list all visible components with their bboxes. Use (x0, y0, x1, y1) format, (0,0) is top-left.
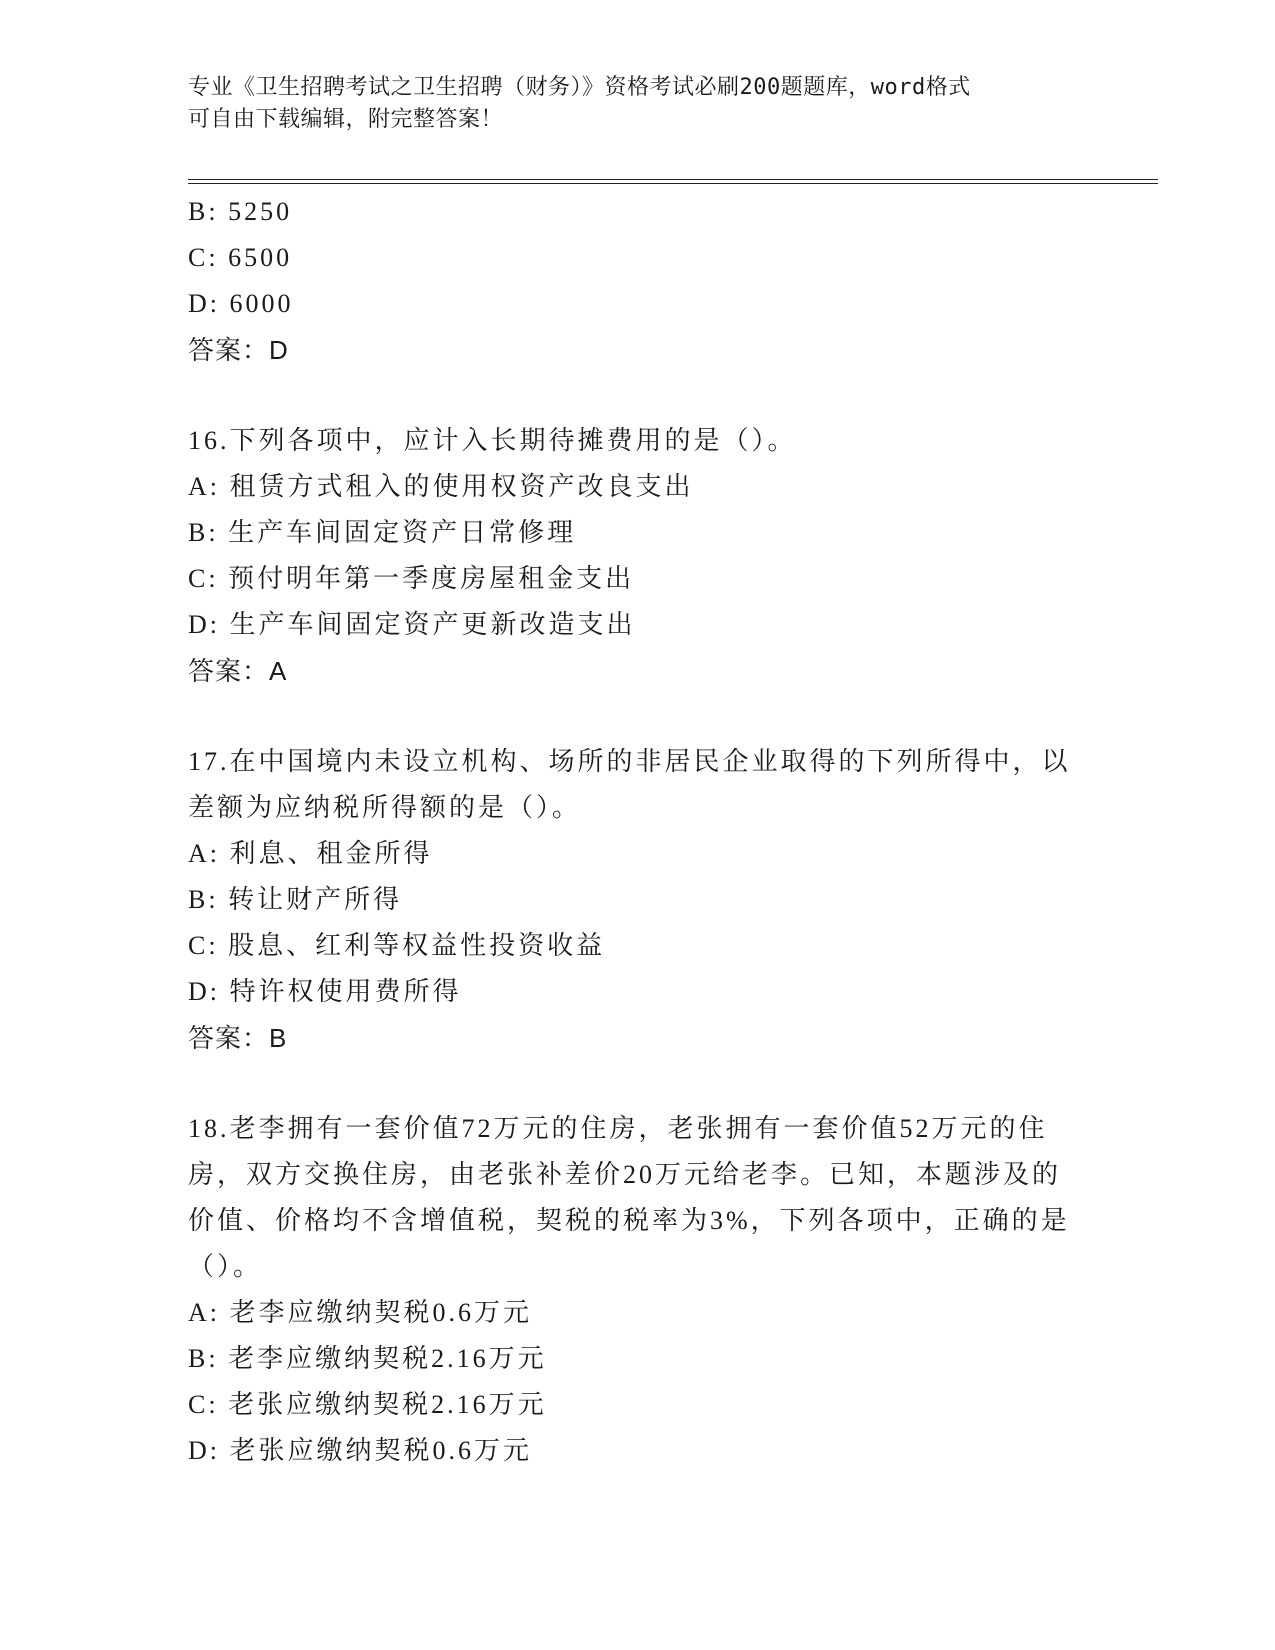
question-stem-line-1: 18.老李拥有一套价值72万元的住房，老张拥有一套价值52万元的住 (188, 1114, 1048, 1143)
previous-question-tail (188, 189, 1088, 373)
option-b: B: 5250 (188, 197, 293, 226)
option-a: A: 利息、租金所得 (188, 839, 433, 868)
header-divider-bottom (188, 183, 1158, 184)
option-c: C: 6500 (188, 243, 293, 272)
question-18 (188, 1106, 1088, 1474)
option-c: C: 股息、红利等权益性投资收益 (188, 931, 606, 960)
option-a: A: 租赁方式租入的使用权资产改良支出 (188, 472, 694, 501)
question-stem-line-2: 房，双方交换住房，由老张补差价20万元给老李。已知，本题涉及的 (188, 1160, 1062, 1189)
option-d: D: 老张应缴纳契税0.6万元 (188, 1436, 533, 1465)
option-b: B: 生产车间固定资产日常修理 (188, 518, 577, 547)
option-b: B: 老李应缴纳契税2.16万元 (188, 1344, 547, 1373)
option-c: C: 预付明年第一季度房屋租金支出 (188, 564, 635, 593)
question-16 (188, 418, 1088, 694)
option-d: D: 6000 (188, 289, 294, 318)
header-line-1: 专业《卫生招聘考试之卫生招聘（财务）》资格考试必刷200题题库，word格式 (188, 75, 971, 100)
question-stem: 16.下列各项中，应计入长期待摊费用的是（）。 (188, 426, 797, 455)
answer-line: 答案：D (188, 335, 289, 365)
option-b: B: 转让财产所得 (188, 885, 403, 914)
question-stem-line-1: 17.在中国境内未设立机构、场所的非居民企业取得的下列所得中，以 (188, 747, 1071, 776)
option-d: D: 生产车间固定资产更新改造支出 (188, 610, 636, 639)
answer-line: 答案：A (188, 656, 288, 686)
option-d: D: 特许权使用费所得 (188, 977, 462, 1006)
question-stem-line-4: （）。 (188, 1252, 263, 1281)
answer-line: 答案：B (188, 1023, 288, 1053)
document-header (188, 72, 1068, 136)
question-stem-line-2: 差额为应纳税所得额的是（）。 (188, 793, 582, 822)
header-line-2: 可自由下载编辑，附完整答案！ (188, 107, 504, 132)
option-a: A: 老李应缴纳契税0.6万元 (188, 1298, 533, 1327)
question-stem-line-3: 价值、价格均不含增值税，契税的税率为3%，下列各项中，正确的是 (188, 1206, 1070, 1235)
option-c: C: 老张应缴纳契税2.16万元 (188, 1390, 547, 1419)
question-content (188, 189, 1088, 1474)
question-17 (188, 739, 1088, 1061)
header-divider-top (188, 179, 1158, 180)
